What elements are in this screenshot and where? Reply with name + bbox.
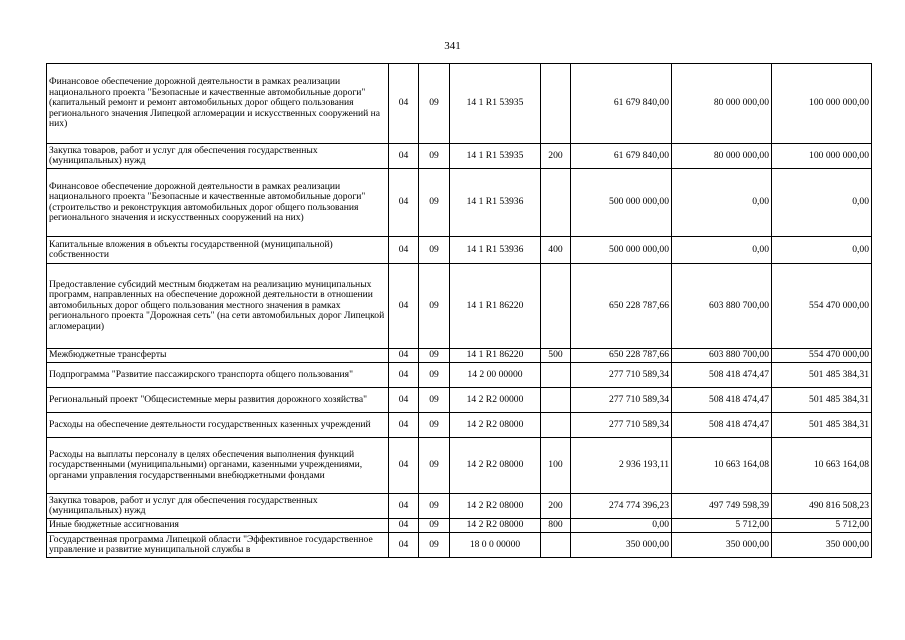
row-amount-year1: 650 228 787,66 — [571, 349, 672, 363]
row-name: Иные бюджетные ассигнования — [47, 519, 389, 533]
row-amount-year1: 61 679 840,00 — [571, 64, 672, 144]
row-amount-year1: 350 000,00 — [571, 533, 672, 558]
row-target-article: 14 2 R2 00000 — [450, 388, 541, 413]
row-section: 04 — [389, 169, 419, 237]
row-expense-type — [541, 264, 571, 349]
row-amount-year1: 61 679 840,00 — [571, 144, 672, 169]
row-section: 04 — [389, 388, 419, 413]
row-subsection: 09 — [419, 144, 450, 169]
row-target-article: 14 1 R1 53936 — [450, 169, 541, 237]
row-amount-year2: 508 418 474,47 — [672, 363, 772, 388]
row-section: 04 — [389, 264, 419, 349]
row-target-article: 14 2 R2 08000 — [450, 494, 541, 519]
row-amount-year2: 497 749 598,39 — [672, 494, 772, 519]
row-amount-year1: 0,00 — [571, 519, 672, 533]
row-name: Межбюджетные трансферты — [47, 349, 389, 363]
row-expense-type — [541, 169, 571, 237]
row-section: 04 — [389, 413, 419, 438]
row-amount-year3: 554 470 000,00 — [772, 264, 872, 349]
row-amount-year2: 10 663 164,08 — [672, 438, 772, 494]
row-amount-year3: 350 000,00 — [772, 533, 872, 558]
budget-table — [46, 63, 872, 558]
row-section: 04 — [389, 237, 419, 264]
row-amount-year2: 80 000 000,00 — [672, 64, 772, 144]
row-expense-type: 100 — [541, 438, 571, 494]
table-row — [47, 494, 872, 519]
table-row — [47, 438, 872, 494]
row-target-article: 14 2 R2 08000 — [450, 438, 541, 494]
row-expense-type: 200 — [541, 494, 571, 519]
row-name: Расходы на выплаты персоналу в целях обеспечения выполнения функций государственными (муниципальными) органами, казенными учреждениями, органами управления государственными внебюджетными фондами — [47, 438, 389, 494]
row-amount-year3: 501 485 384,31 — [772, 388, 872, 413]
row-expense-type — [541, 388, 571, 413]
row-amount-year3: 5 712,00 — [772, 519, 872, 533]
table-row — [47, 144, 872, 169]
row-section: 04 — [389, 519, 419, 533]
table-row — [47, 237, 872, 264]
row-subsection: 09 — [419, 264, 450, 349]
row-subsection: 09 — [419, 494, 450, 519]
row-amount-year3: 501 485 384,31 — [772, 413, 872, 438]
table-row — [47, 363, 872, 388]
row-amount-year3: 501 485 384,31 — [772, 363, 872, 388]
row-target-article: 14 1 R1 53936 — [450, 237, 541, 264]
row-amount-year1: 277 710 589,34 — [571, 388, 672, 413]
row-section: 04 — [389, 494, 419, 519]
row-amount-year2: 5 712,00 — [672, 519, 772, 533]
table-row — [47, 533, 872, 558]
row-amount-year2: 508 418 474,47 — [672, 388, 772, 413]
row-amount-year2: 0,00 — [672, 169, 772, 237]
row-target-article: 14 1 R1 53935 — [450, 144, 541, 169]
row-section: 04 — [389, 349, 419, 363]
row-subsection: 09 — [419, 413, 450, 438]
row-expense-type: 500 — [541, 349, 571, 363]
row-amount-year2: 80 000 000,00 — [672, 144, 772, 169]
row-section: 04 — [389, 144, 419, 169]
row-amount-year1: 277 710 589,34 — [571, 363, 672, 388]
row-name: Финансовое обеспечение дорожной деятельности в рамках реализации национального проекта "Безопасные и качественные автомобильные дороги" (строительство и реконструкция автомобильных дорог общего пользования регионального значения и искусственных сооружений на них) — [47, 169, 389, 237]
row-subsection: 09 — [419, 64, 450, 144]
row-name: Закупка товаров, работ и услуг для обеспечения государственных (муниципальных) нужд — [47, 494, 389, 519]
row-amount-year2: 603 880 700,00 — [672, 349, 772, 363]
row-amount-year3: 554 470 000,00 — [772, 349, 872, 363]
row-subsection: 09 — [419, 533, 450, 558]
row-amount-year3: 490 816 508,23 — [772, 494, 872, 519]
row-subsection: 09 — [419, 363, 450, 388]
row-target-article: 14 2 R2 08000 — [450, 519, 541, 533]
row-expense-type: 200 — [541, 144, 571, 169]
table-row — [47, 349, 872, 363]
row-name: Закупка товаров, работ и услуг для обеспечения государственных (муниципальных) нужд — [47, 144, 389, 169]
table-row — [47, 169, 872, 237]
table-row — [47, 264, 872, 349]
row-amount-year3: 10 663 164,08 — [772, 438, 872, 494]
row-amount-year2: 508 418 474,47 — [672, 413, 772, 438]
row-amount-year1: 274 774 396,23 — [571, 494, 672, 519]
row-section: 04 — [389, 64, 419, 144]
row-subsection: 09 — [419, 349, 450, 363]
row-expense-type: 800 — [541, 519, 571, 533]
row-name: Предоставление субсидий местным бюджетам на реализацию муниципальных программ, направленных на обеспечение дорожной деятельности в отношении автомобильных дорог общего пользования местного значения в рамках регионального проекта "Дорожная сеть" (на сети автомобильных дорог Липецкой агломерации) — [47, 264, 389, 349]
row-subsection: 09 — [419, 169, 450, 237]
row-amount-year3: 0,00 — [772, 169, 872, 237]
row-expense-type — [541, 363, 571, 388]
row-section: 04 — [389, 363, 419, 388]
row-name: Расходы на обеспечение деятельности государственных казенных учреждений — [47, 413, 389, 438]
row-name: Подпрограмма "Развитие пассажирского транспорта общего пользования" — [47, 363, 389, 388]
row-target-article: 14 1 R1 86220 — [450, 264, 541, 349]
row-subsection: 09 — [419, 519, 450, 533]
table-row — [47, 388, 872, 413]
row-target-article: 14 1 R1 86220 — [450, 349, 541, 363]
row-amount-year1: 2 936 193,11 — [571, 438, 672, 494]
row-name: Финансовое обеспечение дорожной деятельности в рамках реализации национального проекта "Безопасные и качественные автомобильные дороги" (капитальный ремонт и ремонт автомобильных дорог общего пользования регионального значения Липецкой агломерации и искусственных сооружений на них) — [47, 64, 389, 144]
row-name: Региональный проект "Общесистемные меры развития дорожного хозяйства" — [47, 388, 389, 413]
table-row — [47, 64, 872, 144]
row-target-article: 14 2 00 00000 — [450, 363, 541, 388]
row-expense-type — [541, 533, 571, 558]
row-name: Капитальные вложения в объекты государственной (муниципальной) собственности — [47, 237, 389, 264]
row-subsection: 09 — [419, 388, 450, 413]
row-expense-type: 400 — [541, 237, 571, 264]
row-name: Государственная программа Липецкой области "Эффективное государственное управление и развитие муниципальной службы в — [47, 533, 389, 558]
row-amount-year1: 500 000 000,00 — [571, 169, 672, 237]
row-expense-type — [541, 64, 571, 144]
row-amount-year3: 100 000 000,00 — [772, 144, 872, 169]
row-amount-year1: 500 000 000,00 — [571, 237, 672, 264]
table-row — [47, 413, 872, 438]
row-amount-year1: 650 228 787,66 — [571, 264, 672, 349]
row-expense-type — [541, 413, 571, 438]
row-section: 04 — [389, 438, 419, 494]
row-section: 04 — [389, 533, 419, 558]
row-target-article: 18 0 0 00000 — [450, 533, 541, 558]
row-target-article: 14 2 R2 08000 — [450, 413, 541, 438]
row-amount-year2: 350 000,00 — [672, 533, 772, 558]
row-amount-year3: 0,00 — [772, 237, 872, 264]
row-amount-year2: 0,00 — [672, 237, 772, 264]
row-target-article: 14 1 R1 53935 — [450, 64, 541, 144]
row-subsection: 09 — [419, 237, 450, 264]
row-subsection: 09 — [419, 438, 450, 494]
row-amount-year3: 100 000 000,00 — [772, 64, 872, 144]
row-amount-year2: 603 880 700,00 — [672, 264, 772, 349]
row-amount-year1: 277 710 589,34 — [571, 413, 672, 438]
table-row — [47, 519, 872, 533]
page-number: 341 — [444, 40, 461, 52]
